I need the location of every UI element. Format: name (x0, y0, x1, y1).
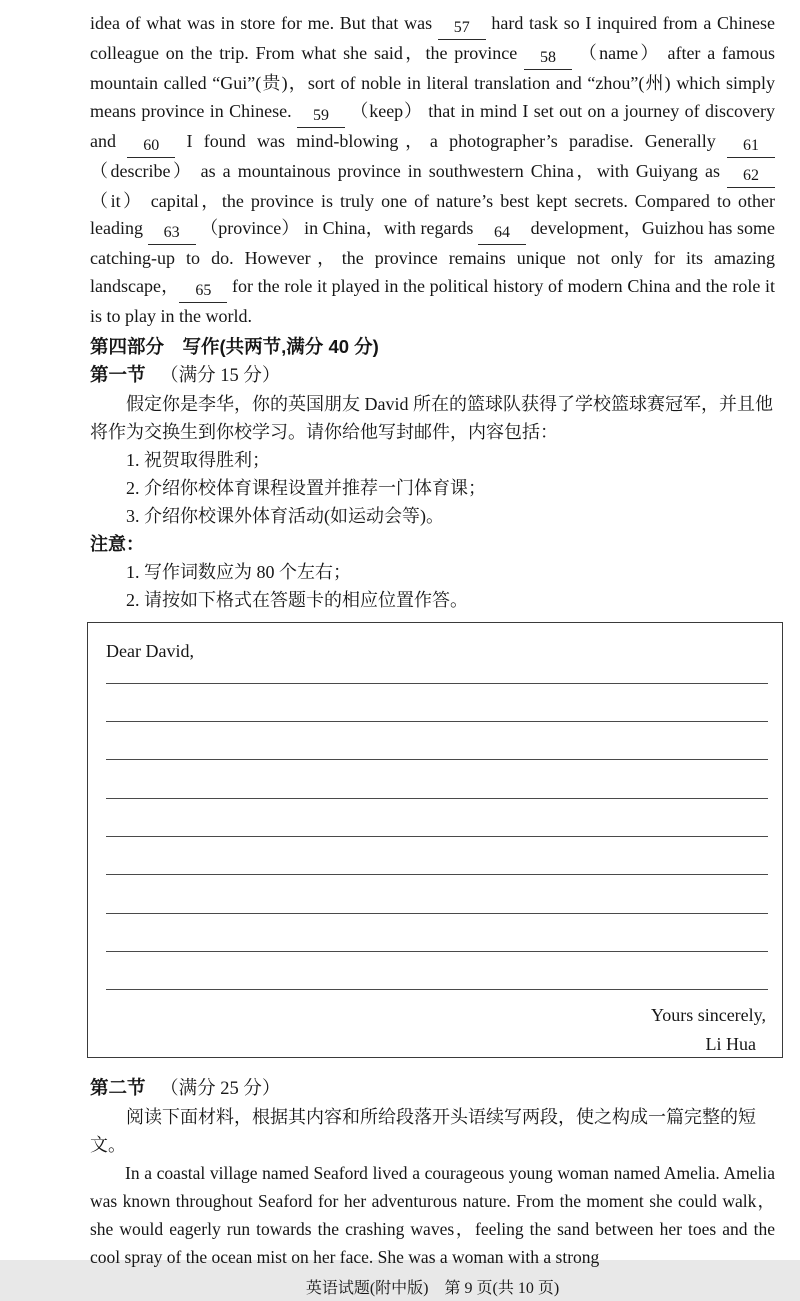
list-item: 2. 介绍你校体育课程设置并推荐一门体育课； (126, 477, 486, 498)
letter-signature: Li Hua (705, 1034, 756, 1055)
part4-heading: 第四部分 写作(共两节,满分 40 分) (90, 335, 379, 357)
cloze-blank-64: 64 (478, 224, 526, 245)
section1-title: 第一节 (90, 363, 146, 385)
write-line (106, 914, 768, 952)
cloze-blank-61: 61 (727, 137, 775, 158)
letter-write-lines (106, 665, 768, 990)
letter-answer-box (87, 622, 783, 1058)
notice-list (90, 558, 775, 614)
cloze-blank-65: 65 (179, 282, 227, 303)
letter-salutation: Dear David, (106, 640, 194, 661)
cloze-blank-57: 57 (438, 19, 486, 40)
list-item: 3. 介绍你校课外体育活动(如运动会等)。 (126, 505, 444, 526)
write-line (106, 799, 768, 837)
page-footer: 英语试题(附中版) 第 9 页(共 10 页) (305, 1279, 560, 1297)
letter-closing: Yours sincerely, (651, 1005, 766, 1026)
list-item: 2. 请按如下格式在答题卡的相应位置作答。 (126, 589, 468, 610)
cloze-blank-63: 63 (148, 224, 196, 245)
section2-instruction: 阅读下面材料，根据其内容和所给段落开头语续写两段，使之构成一篇完整的短文。 (90, 1106, 756, 1155)
write-line (106, 665, 768, 684)
cloze-blank-58: 58 (524, 49, 572, 70)
section2-title: 第二节 (90, 1076, 146, 1098)
cloze-blank-59: 59 (297, 107, 345, 128)
section1-points (90, 446, 775, 530)
section1-heading (90, 361, 775, 390)
cloze-blank-60: 60 (127, 137, 175, 158)
cloze-blank-62: 62 (727, 167, 775, 188)
write-line (106, 760, 768, 798)
section1-score: （满分 15 分） (160, 365, 281, 386)
write-line (106, 952, 768, 990)
write-line (106, 875, 768, 913)
section2-passage: In a coastal village named Seaford lived a courageous young woman named Amelia. Amelia was known throughout Seaford for her adventurous nature. From the moment she could walk，she would eagerly run towards the crashing waves，feeling the sand between her toes and the cool spray of the ocean mist on her face. She was a woman with a strong (90, 1162, 775, 1267)
write-line (106, 837, 768, 875)
notice-label: 注意： (90, 533, 144, 554)
list-item: 1. 祝贺取得胜利； (126, 449, 270, 470)
cloze-paragraph: idea of what was in store for me. But that was 57 hard task so I inquired from a Chinese colleague on the trip. From what she said，the province 58 （name） after a famous mountain called “Gui”(贵)，sort of noble in literal translation and “zhou”(州) which simply means province in Chinese. 59 （keep） that in mind I set out on a journey of discovery and 60 I found was mind-blowing，a photographer’s paradise. Generally 61 （describe） as a mountainous province in southwestern China，with Guiyang as 62 （it） capital，the province is truly one of nature’s best kept secrets. Compared to other leading 63 （province） in China，with regards 64 development，Guizhou has some catching-up to do. However，the province remains unique not only for its amazing landscape， 65 for the role it played in the political history of modern China and the role it is to play in the world. (90, 13, 775, 327)
list-item: 1. 写作词数应为 80 个左右； (126, 561, 351, 582)
section2-heading (90, 1074, 775, 1103)
write-line (106, 722, 768, 760)
section2-score: （满分 25 分） (160, 1078, 281, 1099)
write-line (106, 684, 768, 722)
section1-intro: 假定你是李华，你的英国朋友 David 所在的篮球队获得了学校篮球赛冠军，并且他将作为交换生到你校学习。请你给他写封邮件，内容包括： (90, 393, 773, 442)
